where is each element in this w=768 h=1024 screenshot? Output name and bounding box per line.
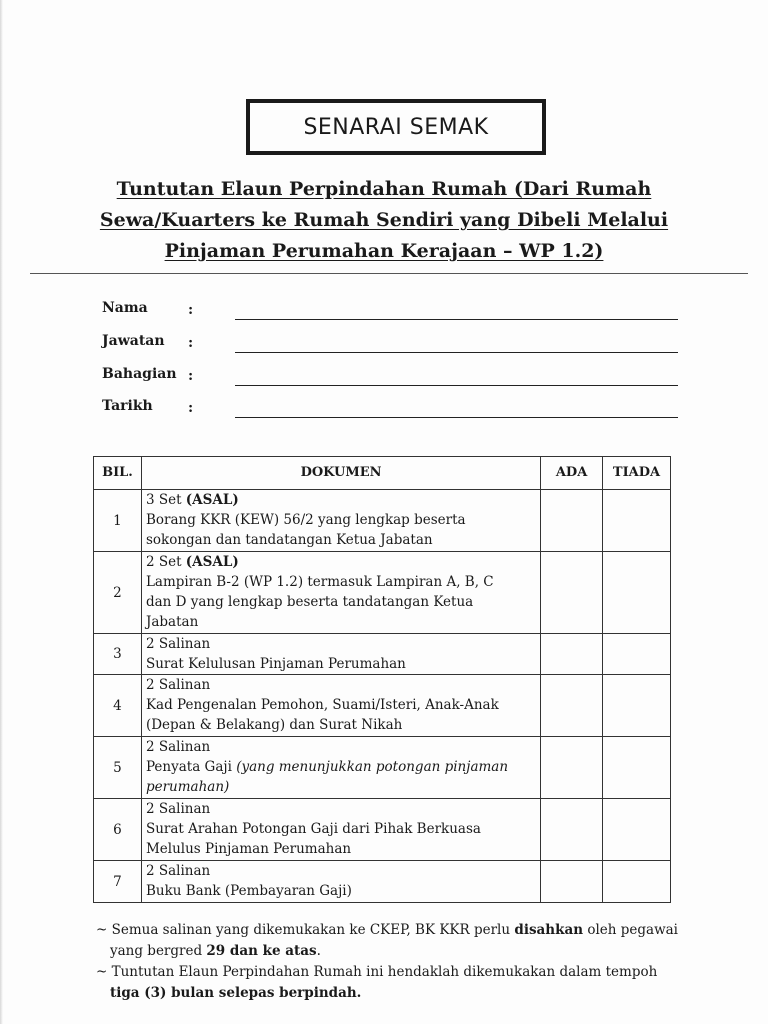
notes: [96, 920, 696, 1004]
table-row: [94, 552, 671, 634]
note-1: [96, 920, 696, 941]
row-number: 6: [94, 799, 142, 861]
row-qty: 2 Salinan: [145, 677, 211, 693]
table-row: [94, 737, 671, 799]
row-qty: 2 Salinan: [145, 636, 211, 652]
tiada-checkbox-cell[interactable]: [603, 634, 671, 675]
row-qty-note: (ASAL): [185, 492, 239, 508]
row-text-italic: (yang menunjukkan potongan pinjaman: [236, 759, 509, 775]
ada-checkbox-cell[interactable]: [541, 634, 603, 675]
row-qty: 2 Set: [145, 554, 186, 570]
heading-line-3: Pinjaman Perumahan Kerajaan – WP 1.2): [164, 240, 604, 262]
row-document: [141, 737, 540, 799]
table-row: [94, 675, 671, 737]
page-edge: [0, 0, 3, 1024]
row-text-italic: perumahan): [145, 779, 230, 795]
row-number: 3: [94, 634, 142, 675]
table-row: [94, 634, 671, 675]
tiada-checkbox-cell[interactable]: [603, 490, 671, 552]
note-text: yang bergred: [110, 943, 207, 959]
note-text-bold: 29 dan ke atas: [206, 943, 317, 959]
table-row: [94, 799, 671, 861]
row-text-line: Jabatan: [145, 614, 199, 630]
ada-checkbox-cell[interactable]: [541, 490, 603, 552]
horizontal-rule: [30, 273, 748, 274]
tiada-checkbox-cell[interactable]: [603, 799, 671, 861]
row-document: [141, 861, 540, 903]
row-text-line: Kad Pengenalan Pemohon, Suami/Isteri, Anak-Anak: [145, 697, 499, 713]
note-text: oleh pegawai: [583, 922, 678, 938]
row-text-line: Borang KKR (KEW) 56/2 yang lengkap beserta: [145, 512, 466, 528]
row-text-line: Melulus Pinjaman Perumahan: [145, 841, 352, 857]
row-document: [141, 799, 540, 861]
row-document: [141, 490, 540, 552]
header-ada: ADA: [541, 457, 603, 490]
row-text-line: dan D yang lengkap beserta tandatangan Ketua: [145, 594, 474, 610]
row-document: [141, 552, 540, 634]
row-document: [141, 634, 540, 675]
note-2: ~ Tuntutan Elaun Perpindahan Rumah ini hendaklah dikemukakan dalam tempoh: [96, 964, 658, 980]
table-header-row: [94, 457, 671, 490]
field-line-nama[interactable]: [235, 319, 678, 320]
row-qty: 3 Set: [145, 492, 186, 508]
field-label-bahagian: Bahagian: [102, 366, 177, 382]
row-text-line: sokongan dan tandatangan Ketua Jabatan: [145, 532, 433, 548]
field-colon: :: [188, 302, 194, 318]
row-number: 2: [94, 552, 142, 634]
row-text-plain: Penyata Gaji: [145, 759, 237, 775]
row-text-line: (Depan & Belakang) dan Surat Nikah: [145, 717, 403, 733]
note-1-continued: [96, 941, 696, 962]
note-2-continued: tiga (3) bulan selepas berpindah.: [110, 985, 362, 1001]
note-text-bold: disahkan: [514, 922, 584, 938]
checklist-title: SENARAI SEMAK: [303, 114, 489, 140]
ada-checkbox-cell[interactable]: [541, 552, 603, 634]
row-qty-note: (ASAL): [185, 554, 239, 570]
row-qty: 2 Salinan: [145, 739, 211, 755]
row-text-line: Surat Kelulusan Pinjaman Perumahan: [145, 656, 406, 672]
row-text-line: Lampiran B-2 (WP 1.2) termasuk Lampiran A, B, C: [145, 574, 494, 590]
tiada-checkbox-cell[interactable]: [603, 552, 671, 634]
row-number: 7: [94, 861, 142, 903]
ada-checkbox-cell[interactable]: [541, 737, 603, 799]
field-line-jawatan[interactable]: [235, 352, 678, 353]
field-label-nama: Nama: [102, 300, 148, 316]
header-bil: BIL.: [94, 457, 142, 490]
header-tiada: TIADA: [603, 457, 671, 490]
tiada-checkbox-cell[interactable]: [603, 737, 671, 799]
field-colon: :: [188, 400, 194, 416]
row-text-line: Surat Arahan Potongan Gaji dari Pihak Berkuasa: [145, 821, 481, 837]
tiada-checkbox-cell[interactable]: [603, 861, 671, 903]
checklist-table: [93, 456, 671, 903]
checklist-title-box: [246, 99, 546, 155]
row-number: 5: [94, 737, 142, 799]
note-text: ~ Semua salinan yang dikemukakan ke CKEP, BK KKR perlu: [96, 922, 515, 938]
tiada-checkbox-cell[interactable]: [603, 675, 671, 737]
field-colon: :: [188, 368, 194, 384]
note-text: .: [316, 943, 321, 959]
field-line-bahagian[interactable]: [235, 385, 678, 386]
row-number: 1: [94, 490, 142, 552]
row-document: [141, 675, 540, 737]
row-qty: 2 Salinan: [145, 801, 211, 817]
table-row: [94, 861, 671, 903]
heading-line-1: Tuntutan Elaun Perpindahan Rumah (Dari Rumah: [116, 178, 652, 200]
header-dokumen: DOKUMEN: [141, 457, 540, 490]
field-colon: :: [188, 335, 194, 351]
ada-checkbox-cell[interactable]: [541, 675, 603, 737]
field-line-tarikh[interactable]: [235, 417, 678, 418]
field-label-jawatan: Jawatan: [102, 333, 165, 349]
row-qty: 2 Salinan: [145, 863, 211, 879]
table-row: [94, 490, 671, 552]
field-label-tarikh: Tarikh: [102, 398, 153, 414]
row-text-line: Buku Bank (Pembayaran Gaji): [145, 883, 352, 899]
heading-line-2: Sewa/Kuarters ke Rumah Sendiri yang Dibeli Melalui: [99, 209, 669, 231]
row-number: 4: [94, 675, 142, 737]
ada-checkbox-cell[interactable]: [541, 799, 603, 861]
ada-checkbox-cell[interactable]: [541, 861, 603, 903]
